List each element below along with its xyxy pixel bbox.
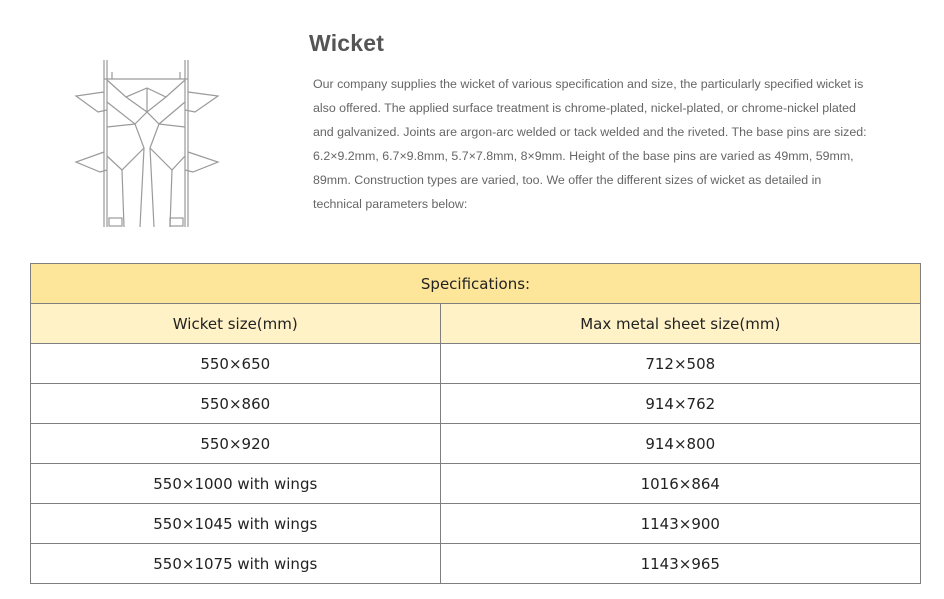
- max-sheet-size-cell: 914×800: [440, 424, 920, 464]
- wicket-size-cell: 550×1075 with wings: [31, 544, 441, 584]
- max-sheet-size-cell: 1143×900: [440, 504, 920, 544]
- wicket-size-cell: 550×920: [31, 424, 441, 464]
- product-description: Our company supplies the wicket of various specification and size, the particularly specified wicket is also offered. The applied surface treatment is chrome-plated, nickel-plated, or chrome-nickel plated and galvanized. Joints are argon-arc welded or tack welded and the riveted. The base pins are sized: 6.2×9.2mm, 6.7×9.8mm, 5.7×7.8mm, 8×9mm. Height of the base pins are varied as 49mm, 59mm, 89mm. Construction types are varied, too. We offer the different sizes of wicket as detailed in technical parameters below:: [313, 77, 867, 211]
- table-row: [31, 544, 921, 584]
- table-row: [31, 344, 921, 384]
- max-sheet-size-cell: 712×508: [440, 344, 920, 384]
- max-sheet-size-cell: 1016×864: [440, 464, 920, 504]
- wicket-size-cell: 550×1045 with wings: [31, 504, 441, 544]
- column-header-wicket-size: Wicket size(mm): [31, 304, 441, 344]
- max-sheet-size-cell: 1143×965: [440, 544, 920, 584]
- wicket-product-image: [60, 52, 235, 237]
- wicket-size-cell: 550×650: [31, 344, 441, 384]
- wicket-size-cell: 550×1000 with wings: [31, 464, 441, 504]
- page-title: Wicket: [309, 30, 385, 56]
- max-sheet-size-cell: 914×762: [440, 384, 920, 424]
- table-row: [31, 504, 921, 544]
- wicket-size-cell: 550×860: [31, 384, 441, 424]
- column-header-max-sheet-size: Max metal sheet size(mm): [440, 304, 920, 344]
- specifications-table: [30, 263, 921, 584]
- table-row: [31, 464, 921, 504]
- table-row: [31, 384, 921, 424]
- table-row: [31, 424, 921, 464]
- table-caption: Specifications:: [31, 264, 921, 304]
